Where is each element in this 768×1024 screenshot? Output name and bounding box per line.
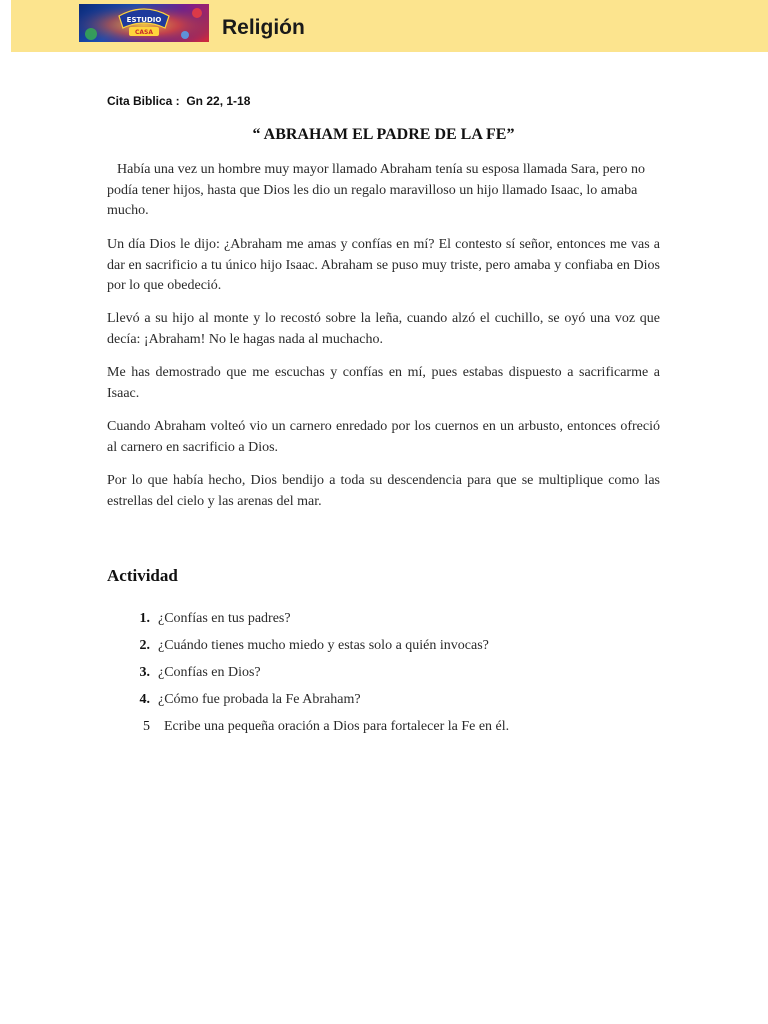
svg-text:ESTUDIO: ESTUDIO <box>126 16 162 24</box>
story-paragraph: Me has demostrado que me escuchas y confías en mí, pues estabas dispuesto a sacrificarme a Isaac. <box>107 365 660 401</box>
activity-item-text: ¿Cuándo tienes mucho miedo y estas solo a quién invocas? <box>158 638 489 653</box>
activity-item-number: 5 <box>143 719 150 734</box>
activity-item-number: 4. <box>139 692 150 707</box>
activity-list <box>107 609 509 744</box>
activity-heading: Actividad <box>107 566 178 585</box>
activity-item-number: 3. <box>139 665 150 680</box>
estudio-en-casa-logo <box>79 4 209 42</box>
story-title: “ ABRAHAM EL PADRE DE LA FE” <box>252 126 515 143</box>
svg-text:CASA: CASA <box>134 29 154 36</box>
bible-citation: Cita Biblica : Gn 22, 1-18 <box>107 94 251 108</box>
activity-item-text: Ecribe una pequeña oración a Dios para fortalecer la Fe en él. <box>164 719 510 734</box>
activity-item <box>107 636 509 663</box>
activity-item-number: 2. <box>139 638 150 653</box>
logo-graphic <box>79 4 209 42</box>
story-paragraph: Llevó a su hijo al monte y lo recostó sobre la leña, cuando alzó el cuchillo, se oyó una voz que decía: ¡Abraham! No le hagas nada al muchacho. <box>107 311 660 347</box>
activity-item <box>107 717 509 744</box>
activity-item <box>107 690 509 717</box>
subject-title: Religión <box>222 16 305 39</box>
story-paragraph: Había una vez un hombre muy mayor llamado Abraham tenía su esposa llamada Sara, pero no podía tener hijos, hasta que Dios les dio un regalo maravilloso un hijo llamado Isaac, lo amaba mucho. <box>107 162 645 218</box>
story-paragraph: Cuando Abraham volteó vio un carnero enredado por los cuernos en un arbusto, entonces ofreció al carnero en sacrificio a Dios. <box>107 419 660 455</box>
activity-item-text: ¿Cómo fue probada la Fe Abraham? <box>158 692 361 707</box>
activity-item <box>107 663 509 690</box>
activity-item-number: 1. <box>139 611 150 626</box>
activity-item <box>107 609 509 636</box>
story-paragraph: Por lo que había hecho, Dios bendijo a toda su descendencia para que se multiplique como las estrellas del cielo y las arenas del mar. <box>107 473 660 509</box>
activity-item-text: ¿Confías en Dios? <box>158 665 261 680</box>
story-paragraph: Un día Dios le dijo: ¿Abraham me amas y confías en mí? El contesto sí señor, entonces me vas a dar en sacrificio a tu único hijo Isaac. Abraham se puso muy triste, pero amaba y confiaba en Dios por lo que obedeció. <box>107 237 660 293</box>
activity-item-text: ¿Confías en tus padres? <box>158 611 291 626</box>
